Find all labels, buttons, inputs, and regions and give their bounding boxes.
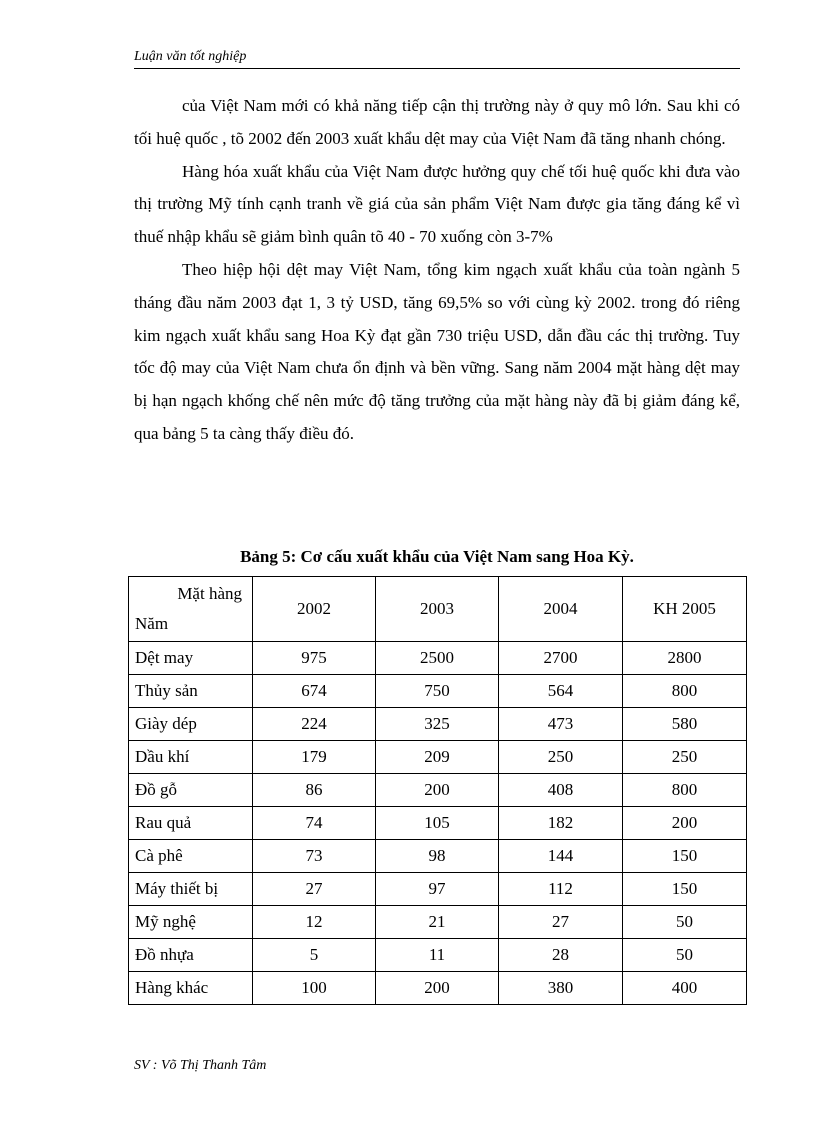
column-header: 2002: [253, 577, 376, 642]
table-cell: 27: [499, 906, 623, 939]
table-cell: 250: [623, 741, 747, 774]
table-cell: 21: [376, 906, 499, 939]
table-cell: 2700: [499, 642, 623, 675]
table-cell: 200: [623, 807, 747, 840]
row-label: Hàng khác: [129, 972, 253, 1005]
row-label: Rau quả: [129, 807, 253, 840]
table-cell: 105: [376, 807, 499, 840]
column-header: 2004: [499, 577, 623, 642]
corner-header-cell: [129, 577, 253, 642]
table-cell: 112: [499, 873, 623, 906]
table-row: [129, 840, 747, 873]
table-row: [129, 708, 747, 741]
table-cell: 98: [376, 840, 499, 873]
table-caption: Bảng 5: Cơ cấu xuất khẩu của Việt Nam sang Hoa Kỳ.: [240, 547, 634, 566]
paragraph-1: của Việt Nam mới có khả năng tiếp cận thị trường này ở quy mô lớn. Sau khi có tối huệ quốc , tõ 2002 đến 2003 xuất khẩu dệt may của Việt Nam đã tăng nhanh chóng.: [134, 96, 740, 148]
table-cell: 250: [499, 741, 623, 774]
table-row: [129, 675, 747, 708]
table-cell: 564: [499, 675, 623, 708]
table-cell: 73: [253, 840, 376, 873]
table-row: [129, 939, 747, 972]
table-cell: 5: [253, 939, 376, 972]
table-cell: 179: [253, 741, 376, 774]
table-cell: 224: [253, 708, 376, 741]
row-label: Dệt may: [129, 642, 253, 675]
table-cell: 182: [499, 807, 623, 840]
paragraph-2: Hàng hóa xuất khẩu của Việt Nam được hưởng quy chế tối huệ quốc khi đưa vào thị trường Mỹ tính cạnh tranh về giá của sản phẩm Việt Nam được gia tăng đáng kể vì thuế nhập khẩu sẽ giảm bình quân tõ 40 - 70 xuống còn 3-7%: [134, 161, 740, 247]
table-cell: 200: [376, 774, 499, 807]
table-cell: 674: [253, 675, 376, 708]
page-footer: [134, 1057, 266, 1075]
corner-header-year: Năm: [135, 614, 169, 633]
table-cell: 11: [376, 939, 499, 972]
table-cell: 400: [623, 972, 747, 1005]
table-cell: 408: [499, 774, 623, 807]
table-cell: 200: [376, 972, 499, 1005]
table-cell: 150: [623, 840, 747, 873]
body-text: [134, 90, 740, 451]
row-label: Đồ gỗ: [129, 774, 253, 807]
column-header: KH 2005: [623, 577, 747, 642]
header-title: Luận văn tốt nghiệp: [134, 49, 247, 64]
table-cell: 27: [253, 873, 376, 906]
table-cell: 473: [499, 708, 623, 741]
table-cell: 144: [499, 840, 623, 873]
table-row: [129, 873, 747, 906]
table-cell: 86: [253, 774, 376, 807]
table-row: [129, 972, 747, 1005]
table-cell: 800: [623, 774, 747, 807]
table-cell: 28: [499, 939, 623, 972]
table-cell: 580: [623, 708, 747, 741]
table-cell: 975: [253, 642, 376, 675]
table-cell: 750: [376, 675, 499, 708]
table-cell: 74: [253, 807, 376, 840]
table-cell: 800: [623, 675, 747, 708]
table-cell: 209: [376, 741, 499, 774]
column-header: 2003: [376, 577, 499, 642]
row-label: Giày dép: [129, 708, 253, 741]
page-header: [134, 48, 740, 69]
table-cell: 50: [623, 939, 747, 972]
row-label: Đồ nhựa: [129, 939, 253, 972]
table-row: [129, 642, 747, 675]
table-cell: 380: [499, 972, 623, 1005]
row-label: Mỹ nghệ: [129, 906, 253, 939]
row-label: Máy thiết bị: [129, 873, 253, 906]
table-cell: 97: [376, 873, 499, 906]
export-structure-table: [128, 576, 747, 1005]
footer-author: SV : Võ Thị Thanh Tâm: [134, 1058, 267, 1073]
table-row: [129, 807, 747, 840]
paragraph-3: Theo hiệp hội dệt may Việt Nam, tổng kim ngạch xuất khẩu của toàn ngành 5 tháng đầu năm 2003 đạt 1, 3 tỷ USD, tăng 69,5% so với cùng kỳ 2002. trong đó riêng kim ngạch xuất khẩu sang Hoa Kỳ đạt gần 730 triệu USD, dẫn đầu các thị trường. Tuy tốc độ may của Việt Nam chưa ổn định và bền vững. Sang năm 2004 mặt hàng dệt may bị hạn ngạch khống chế nên mức độ tăng trưởng của mặt hàng này đã bị giảm đáng kể, qua bảng 5 ta càng thấy điều đó.: [134, 259, 740, 443]
row-label: Cà phê: [129, 840, 253, 873]
table-row: [129, 906, 747, 939]
table-cell: 12: [253, 906, 376, 939]
table-cell: 50: [623, 906, 747, 939]
table-row: [129, 741, 747, 774]
row-label: Dầu khí: [129, 741, 253, 774]
table-cell: 2800: [623, 642, 747, 675]
table-cell: 325: [376, 708, 499, 741]
row-label: Thủy sản: [129, 675, 253, 708]
table-cell: 100: [253, 972, 376, 1005]
table-cell: 2500: [376, 642, 499, 675]
table-header-row: [129, 577, 747, 642]
corner-header-item: Mặt hàng: [177, 584, 242, 603]
table-cell: 150: [623, 873, 747, 906]
table-row: [129, 774, 747, 807]
